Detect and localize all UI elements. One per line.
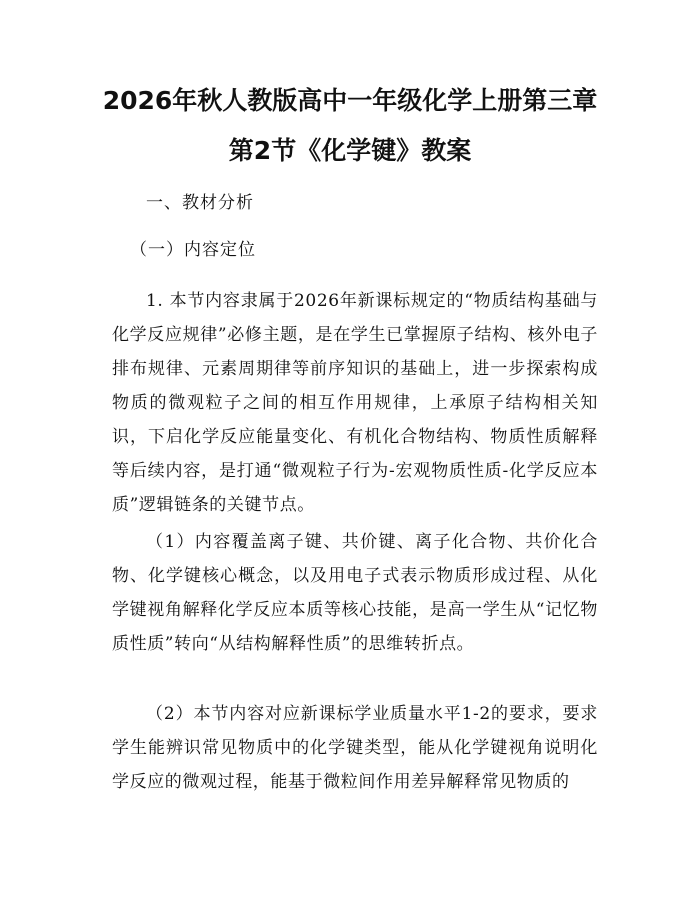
subsection-heading: （一）内容定位 (130, 240, 256, 260)
document-title-line-1: 2026年秋人教版高中一年级化学上册第三章 (102, 86, 598, 115)
paragraph-2: （1）内容覆盖离子键、共价键、离子化合物、共价化合物、化学键核心概念，以及用电子式表示物质形成过程、从化学键视角解释化学反应本质等核心技能，是高一学生从“记忆物质性质”转向“从结构解释性质”的思维转折点。 (112, 532, 598, 654)
section-heading: 一、教材分析 (146, 193, 254, 213)
paragraph-3: （2）本节内容对应新课标学业质量水平1-2的要求，要求学生能辨识常见物质中的化学键类型，能从化学键视角说明化学反应的微观过程，能基于微粒间作用差异解释常见物质的 (112, 704, 598, 792)
document-title-line-2: 第2节《化学键》教案 (228, 136, 472, 165)
paragraph-1: 1. 本节内容隶属于2026年新课标规定的“物质结构基础与化学反应规律”必修主题，是在学生已掌握原子结构、核外电子排布规律、元素周期律等前序知识的基础上，进一步探索构成物质的微观粒子之间的相互作用规律，上承原子结构相关知识，下启化学反应能量变化、有机化合物结构、物质性质解释等后续内容，是打通“微观粒子行为-宏观物质性质-化学反应本质”逻辑链条的关键节点。 (112, 291, 598, 515)
